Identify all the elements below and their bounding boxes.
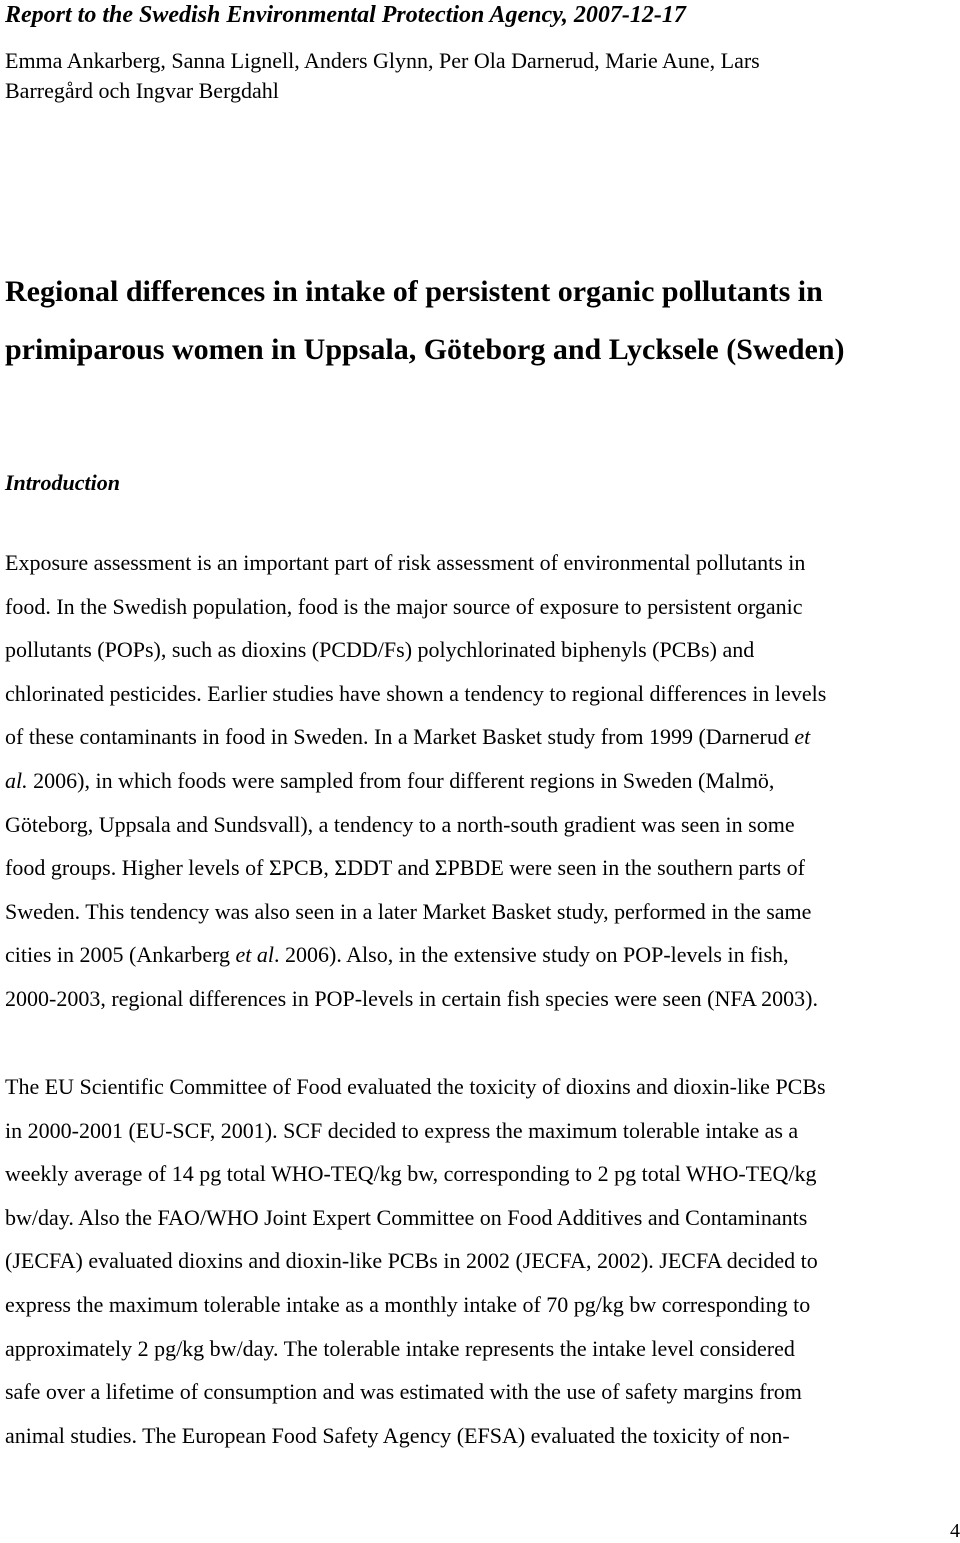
text-line: Göteborg, Uppsala and Sundsvall), a tendency to a north-south gradient was seen in some xyxy=(5,811,795,837)
text-line: bw/day. Also the FAO/WHO Joint Expert Committee on Food Additives and Contaminants xyxy=(5,1204,808,1230)
report-header: Report to the Swedish Environmental Protection Agency, 2007-12-17 xyxy=(5,2,686,28)
italic-segment: et xyxy=(794,724,811,750)
text-line xyxy=(5,933,955,977)
page-number: 4 xyxy=(950,1520,960,1542)
text-line: Exposure assessment is an important part of risk assessment of environmental pollutants in xyxy=(5,550,806,575)
text-line: food. In the Swedish population, food is the major source of exposure to persistent organic xyxy=(5,593,803,619)
text-line xyxy=(5,715,955,759)
text-line: 2000-2003, regional differences in POP-levels in certain fish species were seen (NFA 2003). xyxy=(5,985,818,1011)
authors-line-2: Barregård och Ingvar Bergdahl xyxy=(5,78,279,103)
paragraph-eu-scientific-committee xyxy=(5,1065,955,1457)
text-segment: cities in 2005 (Ankarberg xyxy=(5,942,236,968)
text-line: chlorinated pesticides. Earlier studies have shown a tendency to regional differences in levels xyxy=(5,680,827,706)
text-line: express the maximum tolerable intake as a monthly intake of 70 pg/kg bw corresponding to xyxy=(5,1291,811,1317)
paragraph-exposure-assessment xyxy=(5,541,955,1021)
text-line: approximately 2 pg/kg bw/day. The tolerable intake represents the intake level considered xyxy=(5,1335,795,1361)
text-line: safe over a lifetime of consumption and was estimated with the use of safety margins from xyxy=(5,1379,802,1405)
text-line: The EU Scientific Committee of Food evaluated the toxicity of dioxins and dioxin-like PCBs xyxy=(5,1074,826,1099)
text-line: in 2000-2001 (EU-SCF, 2001). SCF decided to express the maximum tolerable intake as a xyxy=(5,1117,799,1143)
italic-segment: al. xyxy=(5,767,28,793)
text-line xyxy=(5,759,955,803)
title-line-1: Regional differences in intake of persistent organic pollutants in xyxy=(5,275,823,308)
section-heading-introduction: Introduction xyxy=(5,470,120,495)
text-line: (JECFA) evaluated dioxins and dioxin-like PCBs in 2002 (JECFA, 2002). JECFA decided to xyxy=(5,1248,818,1274)
text-line: pollutants (POPs), such as dioxins (PCDD/Fs) polychlorinated biphenyls (PCBs) and xyxy=(5,637,755,663)
text-segment: of these contaminants in food in Sweden. In a Market Basket study from 1999 (Darnerud xyxy=(5,724,795,750)
text-segment: 2006), in which foods were sampled from four different regions in Sweden (Malmö, xyxy=(27,767,775,793)
text-line: Sweden. This tendency was also seen in a later Market Basket study, performed in the same xyxy=(5,898,812,924)
text-line: food groups. Higher levels of ΣPCB, ΣDDT and ΣPBDE were seen in the southern parts of xyxy=(5,855,805,881)
italic-segment: et al xyxy=(235,942,275,968)
text-line: weekly average of 14 pg total WHO-TEQ/kg bw, corresponding to 2 pg total WHO-TEQ/kg xyxy=(5,1161,817,1187)
authors-line-1: Emma Ankarberg, Sanna Lignell, Anders Glynn, Per Ola Darnerud, Marie Aune, Lars xyxy=(5,48,760,73)
document-title xyxy=(5,263,955,379)
title-line-2: primiparous women in Uppsala, Göteborg and Lycksele (Sweden) xyxy=(5,333,845,366)
text-line: animal studies. The European Food Safety Agency (EFSA) evaluated the toxicity of non- xyxy=(5,1422,790,1448)
author-list xyxy=(5,46,905,106)
text-segment: . 2006). Also, in the extensive study on POP-levels in fish, xyxy=(274,942,789,968)
